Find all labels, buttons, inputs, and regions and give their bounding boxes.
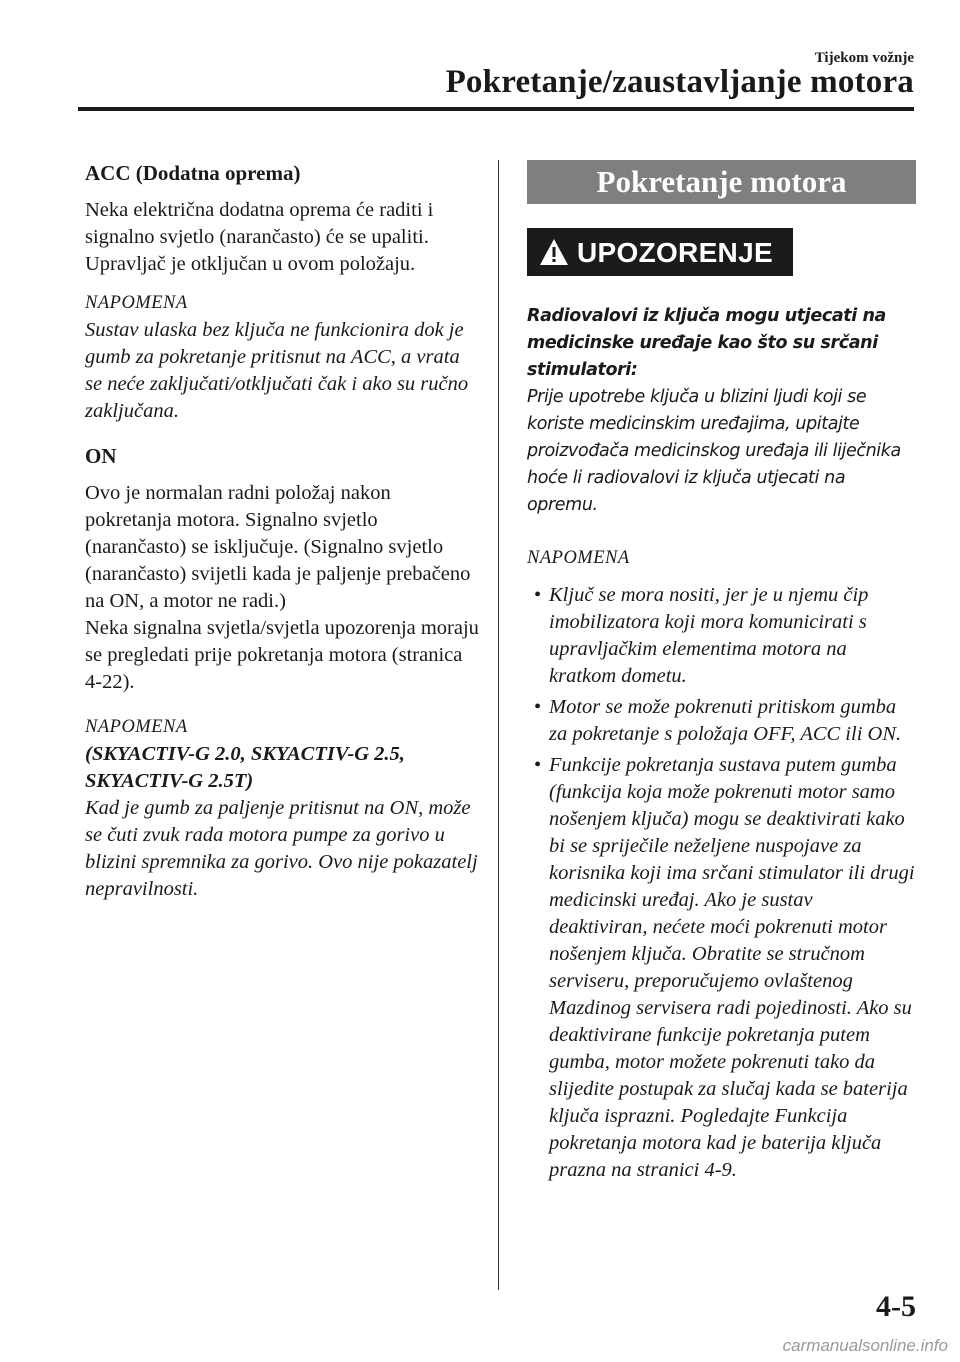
on-text-2: Neka signalna svjetla/svjetla upozorenja moraju se pregledati prije pokretanja motora (stranica 4-22). — [85, 617, 479, 693]
note-bullet-list — [527, 582, 916, 1184]
bullet-text: Ključ se mora nositi, jer je u njemu čip imobilizatora koji mora komunicirati s upravljačkim elementima motora na kratkom dometu. — [549, 584, 869, 687]
note1-label: NAPOMENA — [85, 293, 188, 313]
warning-bold-text: Radiovalovi iz ključa mogu utjecati na medicinske uređaje kao što su srčani stimulatori: — [527, 306, 886, 380]
note2-text: Kad je gumb za paljenje pritisnut na ON, može se čuti zvuk rada motora pumpe za gorivo u blizini spremnika za gorivo. Ovo nije pokazatelj nepravilnosti. — [85, 797, 478, 900]
header-section: Tijekom vožnje — [814, 50, 914, 66]
on-text-1: Ovo je normalan radni položaj nakon pokretanja motora. Signalno svjetlo (narančasto) se isključuje. (Signalno svjetlo (narančasto) svijetli kada je paljenje prebačeno na ON, a motor ne radi.) — [85, 482, 471, 612]
bullet-text: Funkcije pokretanja sustava putem gumba (funkcija koja može pokrenuti motor samo nošenjem ključa) mogu se deaktivirati kako bi se spriječile neželjene nuspojave za korisnika koji ima srčani stimulator ili drugi medicinski uređaj. Ako je sustav deaktiviran, nećete moći pokrenuti motor nošenjem ključa. Obratite se stručnom serviseru, preporučujemo ovlaštenog Mazdinog servisera radi pojedinosti. Ako su deaktivirane funkcije pokretanja putem gumba, motor možete pokrenuti tako da slijedite postupak za slučaj kada se baterija ključa isprazni. Pogledajte Funkcija pokretanja motora kad je baterija ključa prazna na stranici 4-9. — [549, 754, 915, 1181]
right-column — [527, 160, 916, 1188]
acc-text: Neka električna dodatna oprema će raditi i signalno svjetlo (narančasto) će se upaliti. Upravljač je otključan u ovom položaju. — [85, 199, 434, 275]
section-banner: Pokretanje motora — [527, 160, 916, 204]
note2-label: NAPOMENA — [85, 717, 188, 737]
on-heading: ON — [85, 444, 117, 468]
list-item — [527, 694, 916, 748]
bullet-glyph: • — [534, 584, 542, 606]
warning-body — [527, 303, 916, 519]
warning-label: UPOZORENJE — [577, 236, 773, 268]
page-title: Pokretanje/zaustavljanje motora — [445, 64, 914, 100]
column-divider — [498, 160, 499, 1290]
warning-text: Prije upotrebe ključa u blizini ljudi koji se koriste medicinskim uređajima, upitajte proizvođača medicinskog uređaja ili liječnika hoće li radiovalovi iz ključa utjecati na opremu. — [527, 387, 901, 515]
note1-text: Sustav ulaska bez ključa ne funkcionira dok je gumb za pokretanje pritisnut na ACC, a vrata se neće zaključati/otključati čak i ako su ručno zaključana. — [85, 319, 469, 422]
bullet-glyph: • — [534, 754, 542, 776]
page-number: 4-5 — [876, 1290, 916, 1323]
bullet-glyph: • — [534, 696, 542, 718]
bullet-text: Motor se može pokrenuti pritiskom gumba za pokretanje s položaja OFF, ACC ili ON. — [549, 696, 902, 745]
left-column — [85, 160, 481, 921]
watermark: carmanualsonline.info — [782, 1336, 948, 1355]
list-item — [527, 752, 916, 1184]
header-rule — [78, 107, 914, 111]
right-note-label: NAPOMENA — [527, 548, 630, 568]
acc-heading: ACC (Dodatna oprema) — [85, 161, 301, 185]
warning-box — [527, 228, 793, 276]
list-item — [527, 582, 916, 690]
note2-models: (SKYACTIV-G 2.0, SKYACTIV-G 2.5, SKYACTIV-G 2.5T) — [85, 743, 405, 792]
warning-triangle-icon — [539, 238, 569, 266]
